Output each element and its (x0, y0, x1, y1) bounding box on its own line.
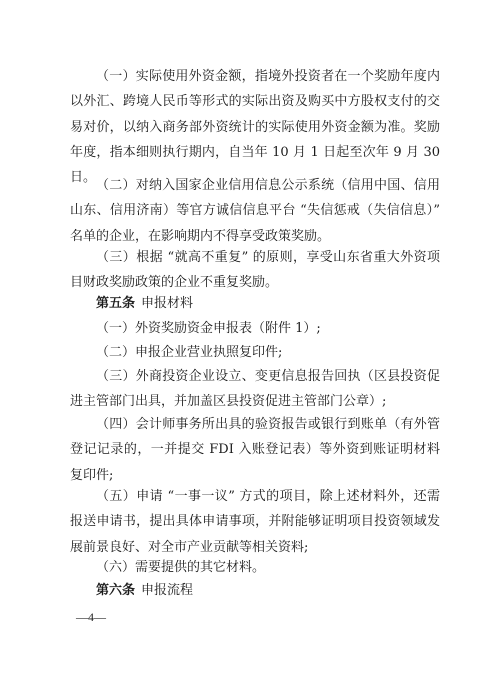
article-5-item-3: （三）外商投资企业设立、变更信息报告回执（区县投资促进主管部门出具，并加盖区县投资促进主管部门公章）; (70, 369, 440, 410)
paragraph-no-duplicate-award: （三）根据 “就高不重复” 的原则，享受山东省重大外资项目财政奖励政策的企业不重复奖励。 (70, 250, 440, 291)
paragraph-actual-foreign-investment: （一）实际使用外资金额，指境外投资者在一个奖励年度内以外汇、跨境人民币等形式的实际出资及购买中方股权支付的交易对价，以纳入商务部外资统计的实际使用外资金额为准。奖励年度，指本细则执行期内，自当年 10 月 1 日起至次年 9 月 30 日。 (70, 69, 440, 186)
article-6-number: 第六条 (96, 583, 136, 598)
article-5-title: 申报材料 (141, 296, 194, 311)
article-5-item-5: （五）申请 “一事一议” 方式的项目，除上述材料外，还需报送申请书，提出具体申请事项，并附能够证明项目投资领域发展前景良好、对全市产业贡献等相关资料; (70, 489, 440, 555)
article-5-item-6: （六）需要提供的其它材料。 (96, 560, 266, 575)
article-5-item-2: （二）申报企业营业执照复印件; (96, 345, 283, 360)
article-5-item-4: （四）会计师事务所出具的验资报告或银行到账单（有外管登记记录的，一并提交 FDI 入账登记表）等外资到账证明材料复印件; (70, 417, 440, 483)
article-6-title: 申报流程 (141, 583, 194, 598)
paragraph-credit-blacklist: （二）对纳入国家企业信用信息公示系统（信用中国、信用山东、信用济南）等官方诚信信息平台 “失信惩戒（失信信息）” 名单的企业，在影响期内不得享受政策奖励。 (70, 178, 440, 244)
article-5-item-1: （一）外资奖励资金申报表（附件 1）; (96, 321, 321, 336)
page-number: —4— (76, 610, 106, 624)
article-5-number: 第五条 (96, 296, 136, 311)
article-6-heading (70, 578, 440, 603)
article-5-heading (70, 291, 440, 316)
